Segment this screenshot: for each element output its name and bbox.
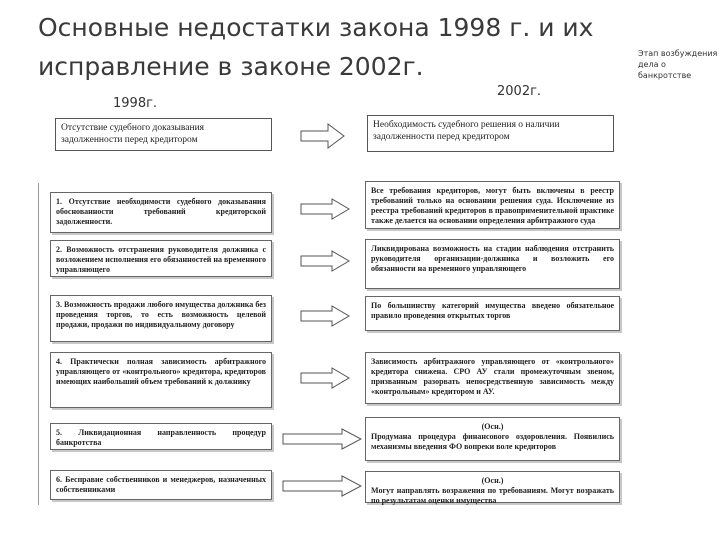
problem-box-5: 5. Ликвидационная направленность процедур банкротства xyxy=(50,423,272,450)
arrow-icon-3 xyxy=(300,305,350,327)
header-left-box: Отсутствие судебного доказывания задолженности перед кредитором xyxy=(55,118,272,151)
arrow-icon-1 xyxy=(300,198,350,220)
solution-box-6 xyxy=(365,471,620,503)
solution-box-4 xyxy=(365,352,620,404)
solution-label-6: (Осн.) xyxy=(481,476,504,485)
solution-box-5 xyxy=(365,417,620,461)
solution-box-3 xyxy=(365,296,620,331)
problem-box-3: 3. Возможность продажи любого имущества должника без проведения торгов, то есть возможность целевой продажи, продажи по индивидуальному договору xyxy=(50,295,272,342)
arrow-icon-6 xyxy=(282,475,362,497)
side-note: Этап возбуждения дела о банкротстве xyxy=(638,49,718,80)
solution-text-2: Ликвидирована возможность на стадии наблюдения отстранить руководителя организации-должника и возложить его обязанности на временного управляющего xyxy=(371,244,614,273)
solution-box-1 xyxy=(365,181,620,229)
year-1998-label: 1998г. xyxy=(113,96,158,111)
problem-box-2: 2. Возможность отстранения руководителя должника с возложением исполнения его обязанностей на временного управляющего xyxy=(50,240,272,277)
problem-box-1: 1. Отсутствие необходимости судебного доказывания обоснованности требований кредиторской задолженности. xyxy=(50,192,272,233)
header-right-box: Необходимость судебного решения о наличии задолженности перед кредитором xyxy=(367,115,614,152)
solution-text-3: По большинству категорий имущества введено обязательное правило проведения открытых торгов xyxy=(371,301,614,320)
solution-text-6: Могут направлять возражения по требованиям. Могут возражать по результатам оценки имущества xyxy=(371,486,614,505)
header-arrow-icon xyxy=(300,123,345,149)
problem-box-6: 6. Бесправие собственников и менеджеров, назначенных собственниками xyxy=(50,470,272,500)
arrow-icon-2 xyxy=(300,250,350,272)
solution-label-5: (Осн.) xyxy=(481,422,504,431)
problem-box-4: 4. Практически полная зависимость арбитражного управляющего от «контрольного» кредитора, кредиторов имеющих наибольший объем требований к должнику xyxy=(50,352,272,408)
solution-text-1: Все требования кредиторов, могут быть включены в реестр требований только на основании решения суда. Исключение из реестра требований кредиторов в правоприменительной практике также делается на основании определения арбитражного суда xyxy=(371,186,614,225)
slide-title: Основные недостатки закона 1998 г. и их исправление в законе 2002г. xyxy=(38,13,594,81)
solution-box-2 xyxy=(365,239,620,289)
solution-text-4: Зависимость арбитражного управляющего от «контрольного» кредитора снижена. СРО АУ стали промежуточным звеном, призванным разорвать непосредственную зависимость между «контрольным» кредитором и АУ. xyxy=(371,357,614,396)
year-2002-label: 2002г. xyxy=(497,84,542,99)
arrow-icon-5 xyxy=(282,428,362,450)
solution-text-5: Продумана процедура финансового оздоровления. Появились механизмы введения ФО вопреки воле кредиторов xyxy=(371,432,614,451)
arrow-icon-4 xyxy=(300,367,350,389)
